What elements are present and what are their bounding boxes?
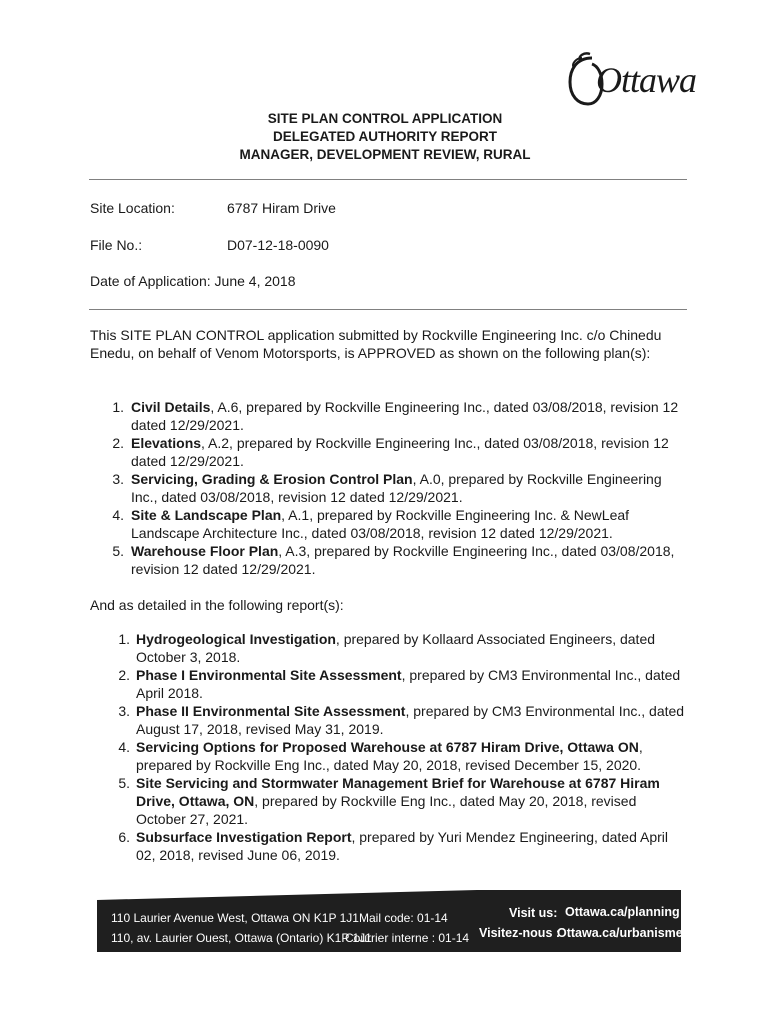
footer-visit-en-label: Visit us: — [509, 906, 558, 920]
plan-item: 2. Elevations, A.2, prepared by Rockville Engineering Inc., dated 03/08/2018, revision 12 dated 12/29/2021. — [112, 435, 669, 469]
report-item: 4. Servicing Options for Proposed Warehouse at 6787 Hiram Drive, Ottawa ON, prepared by Rockville Eng Inc., dated May 20, 2018, revised December 15, 2020. — [118, 739, 643, 773]
title-line-3: MANAGER, DEVELOPMENT REVIEW, RURAL — [239, 147, 531, 162]
plan-item: 3. Servicing, Grading & Erosion Control Plan, A.0, prepared by Rockville Engineering Inc., dated 03/08/2018, revision 12 dated 12/29/2021. — [112, 471, 662, 505]
ottawa-logo — [566, 52, 697, 108]
reports-list — [90, 630, 690, 864]
site-location-field — [90, 199, 336, 217]
footer-address-fr: 110, av. Laurier Ouest, Ottawa (Ontario) K1P 1J1 — [111, 931, 372, 945]
plan-item: 1. Civil Details, A.6, prepared by Rockville Engineering Inc., dated 03/08/2018, revision 12 dated 12/29/2021. — [112, 399, 679, 433]
title-line-2: DELEGATED AUTHORITY REPORT — [272, 129, 497, 144]
plan-item: 4. Site & Landscape Plan, A.1, prepared by Rockville Engineering Inc. & NewLeaf Landscape Architecture Inc., dated 03/08/2018, revision 12 dated 12/29/2021. — [112, 507, 630, 541]
approval-intro: This SITE PLAN CONTROL application submitted by Rockville Engineering Inc. c/o Chinedu Enedu, on behalf of Venom Motorsports, is APPROVED as shown on the following plan(s): — [90, 327, 662, 361]
date-of-application-field — [90, 272, 296, 290]
footer-slant — [97, 890, 477, 900]
footer-address-en: 110 Laurier Avenue West, Ottawa ON K1P 1J1 — [111, 911, 359, 925]
file-no-value: D07-12-18-0090 — [227, 237, 329, 253]
report-item: 5. Site Servicing and Stormwater Management Brief for Warehouse at 6787 Hiram Drive, Ottawa, ON, prepared by Rockville Eng Inc., dated May 20, 2018, revised October 27, 2021. — [118, 775, 660, 827]
footer-mail-en: Mail code: 01-14 — [359, 911, 448, 925]
report-item: 3. Phase II Environmental Site Assessment, prepared by CM3 Environmental Inc., dated August 17, 2018, revised May 31, 2019. — [118, 703, 685, 737]
file-no-field — [90, 236, 329, 254]
title-line-1: SITE PLAN CONTROL APPLICATION — [267, 111, 503, 126]
plans-list — [90, 398, 690, 578]
date-value: June 4, 2018 — [214, 273, 296, 289]
report-item: 2. Phase I Environmental Site Assessment, prepared by CM3 Environmental Inc., dated April 2018. — [118, 667, 681, 701]
file-no-label: File No.: — [90, 237, 143, 253]
date-label: Date of Application: — [90, 273, 211, 289]
divider-bottom — [89, 309, 687, 310]
divider-top — [89, 179, 687, 180]
footer-bar — [97, 890, 681, 952]
footer-mail-fr: Courrier interne : 01-14 — [345, 931, 470, 945]
reports-intro: And as detailed in the following report(s): — [90, 597, 344, 613]
report-item: 6. Subsurface Investigation Report, prepared by Yuri Mendez Engineering, dated April 02, 2018, revised June 06, 2019. — [118, 829, 668, 863]
report-item: 1. Hydrogeological Investigation, prepared by Kollaard Associated Engineers, dated October 3, 2018. — [118, 631, 656, 665]
ottawa-logo-text: Ottawa — [596, 60, 697, 100]
site-location-value: 6787 Hiram Drive — [227, 200, 336, 216]
site-location-label: Site Location: — [90, 200, 175, 216]
footer-visit-fr-url[interactable]: Ottawa.ca/urbanisme — [557, 926, 683, 940]
footer-visit-en-url[interactable]: Ottawa.ca/planning — [565, 905, 680, 919]
footer-visit-fr-label: Visitez-nous : — [479, 926, 561, 940]
report-title — [0, 110, 770, 164]
plan-item: 5. Warehouse Floor Plan, A.3, prepared by Rockville Engineering Inc., dated 03/08/2018, revision 12 dated 12/29/2021. — [112, 543, 675, 577]
